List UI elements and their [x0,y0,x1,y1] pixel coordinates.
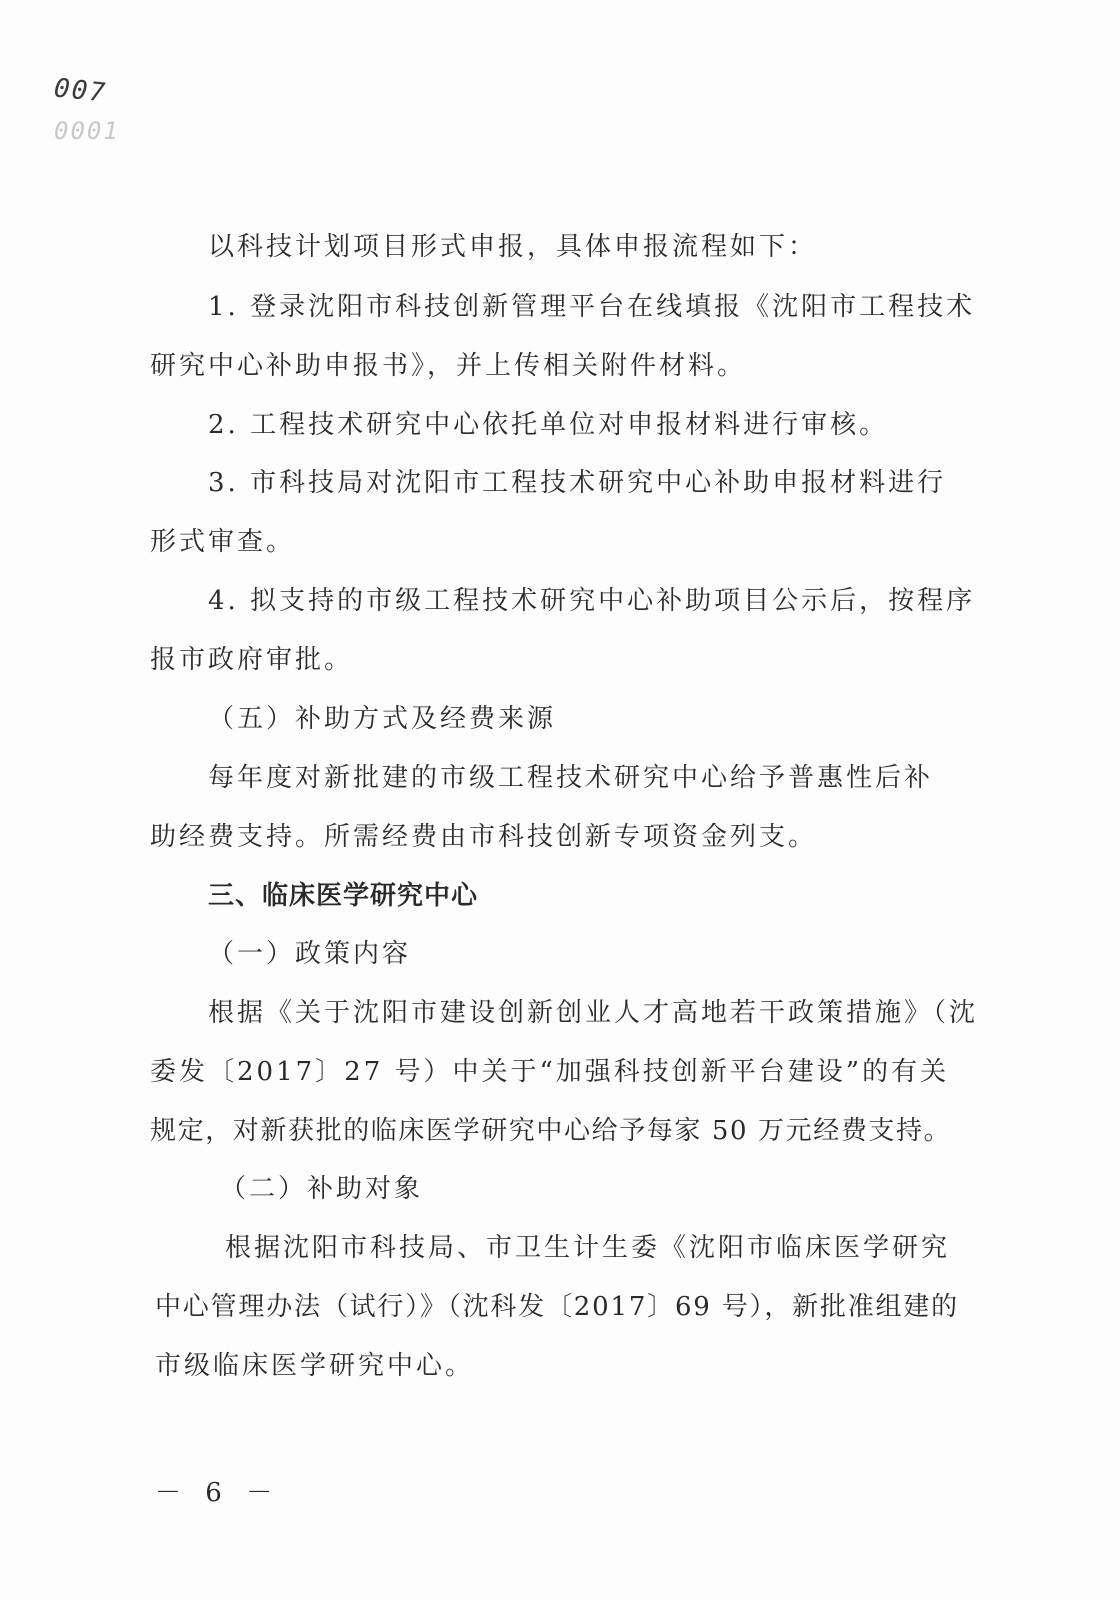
text-line-policy-cont-2: 规定，对新获批的临床医学研究中心给予每家 50 万元经费支持。 [150,1116,952,1146]
text-line-procedure-intro: 以科技计划项目形式申报，具体申报流程如下： [208,232,818,262]
text-line-step-3-cont: 形式审查。 [150,527,296,557]
text-line-step-1: 1. 登录沈阳市科技创新管理平台在线填报《沈阳市工程技术 [208,292,976,322]
text-line-step-4: 4. 拟支持的市级工程技术研究中心补助项目公示后，按程序 [208,586,976,616]
subheading-funding-method: （五）补助方式及经费来源 [208,704,557,734]
text-line-policy-cont-1: 委发〔2017〕27 号）中关于“加强科技创新平台建设”的有关 [150,1057,950,1087]
text-line-policy: 根据《关于沈阳市建设创新创业人才高地若干政策措施》（沈 [208,998,979,1028]
text-line-target-cont-2: 市级临床医学研究中心。 [155,1351,475,1381]
text-line-step-2: 2. 工程技术研究中心依托单位对申报材料进行审核。 [208,410,889,440]
text-line-step-1-cont: 研究中心补助申报书》，并上传相关附件材料。 [150,351,747,381]
text-line-funding: 每年度对新批建的市级工程技术研究中心给予普惠性后补 [208,763,934,793]
section-heading-clinical-center: 三、临床医学研究中心 [208,881,479,911]
text-line-step-4-cont: 报市政府审批。 [150,645,354,675]
text-line-target-cont-1: 中心管理办法（试行）》（沈科发〔2017〕69 号），新批准组建的 [155,1292,959,1322]
page-number: － 6 － [155,1478,281,1508]
faded-stamp-number: 0001 [54,117,120,145]
subheading-subsidy-target: （二）补助对象 [220,1174,424,1204]
subheading-policy-content: （一）政策内容 [208,939,412,969]
archive-stamp-number: 007 [52,73,109,109]
text-line-step-3: 3. 市科技局对沈阳市工程技术研究中心补助申报材料进行 [208,468,947,498]
text-line-funding-cont: 助经费支持。所需经费由市科技创新专项资金列支。 [150,822,818,852]
text-line-target: 根据沈阳市科技局、市卫生计生委《沈阳市临床医学研究 [225,1233,951,1263]
